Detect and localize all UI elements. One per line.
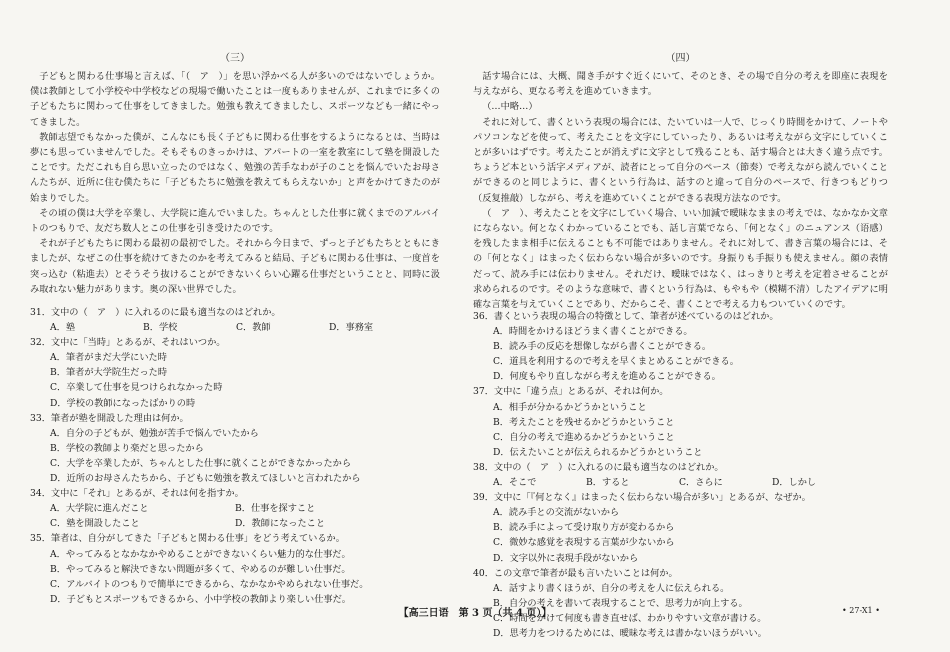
- answer-option: A．やってみるとなかなかやめることができないくらい魅力的な仕事だ。: [50, 548, 351, 560]
- answer-option: B．すると: [586, 477, 630, 489]
- passage-paragraph: それが子どもたちに関わる最初の最初でした。それから今日まで、ずっと子どもたちとともにきましたが、なぜこの仕事を続けてきたのかを考えてみると結局、子どもに関わる仕事は、一度首を突っ込む（粘進去）とそうそう抜けることができないくらい心躍る仕事だということと、同時に汲み取れない魅力があります。奥の深い世界でした。: [30, 238, 440, 295]
- question: [30, 531, 422, 606]
- answer-option: C．卒業して仕事を見つけられなかった時: [50, 382, 223, 394]
- answer-option: C．大学を卒業したが、ちゃんとした仕事に就くことができなかったから: [50, 457, 352, 469]
- question-list-three: [30, 305, 422, 607]
- answer-option: C．自分の考えで進めるかどうかということ: [493, 431, 675, 443]
- answer-option: C．塾を開設したこと: [50, 518, 140, 530]
- answer-option: C．道具を利用するので考えを早くまとめることができる。: [493, 356, 739, 368]
- answer-option: D．学校の教師になったばかりの時: [50, 397, 196, 409]
- question-list-four: [473, 309, 865, 641]
- answer-option: B．読み手の反応を想像しながら書くことができる。: [493, 341, 712, 353]
- question-stem: 31．文中の（ ア ）に入れるのに最も適当なのはどれか。: [30, 307, 281, 318]
- passage-paragraph: それに対して、書くという表現の場合には、たいていは一人で、じっくり時間をかけて、ノートやパソコンなどを使って、考えたことを文字にしていったり、あるいは考えながら文字にしていくことが多いはずです。考えたことが消えずに文字として残ることも、話す場合とは大きく違う点です。ちょうど本という活字メディアが、読者にとって自分のペース（節奏）で考えながら読んでいくことができるのと同じように、書くという行為は、話すのと違って自分のペースで、行きつもどりつ（反复推敲）しながら、考えを進めていくことができる表現方法なのです。: [473, 116, 888, 204]
- section-three: [30, 52, 440, 605]
- question: [473, 490, 865, 565]
- option-row: [30, 501, 422, 516]
- question: [30, 411, 422, 486]
- passage-paragraph: 教師志望でもなかった僕が、こんなにも長く子どもに関わる仕事をするようになるとは、当時は夢にも思っていませんでした。そもそものきっかけは、アパートの一室を教室にして塾を開設したことです。ただこれも自ら思い立ったのではなく、勉強の苦手なわが子のことを悩んでいたお母さんたちが、近所に住む僕たちに「子どもたちに勉強を教えてもらえないか」と声をかけてきたのが始まりでした。: [30, 131, 440, 204]
- passage-four: [473, 69, 888, 312]
- answer-option: D．近所のお母さんたちから、子どもに勉強を教えてほしいと言われたから: [50, 473, 361, 485]
- section-three-title: （三）: [220, 53, 250, 64]
- answer-option: D．事務室: [329, 322, 374, 334]
- answer-option: A．筆者がまだ大学にいた時: [50, 352, 167, 364]
- page-footer: 【高三日语 第 3 页（共 4 页）】: [398, 608, 552, 619]
- question: [473, 460, 865, 490]
- answer-option: A．時間をかけるほどうまく書くことができる。: [493, 326, 693, 338]
- question-stem: 37．文中に「違う点」とあるが、それは何か。: [473, 386, 669, 398]
- answer-option: B．やってみると解決できない問題が多くて、やめるのが難しい仕事だ。: [50, 563, 351, 575]
- answer-option: A．相手が分かるかどうかということ: [493, 401, 647, 413]
- answer-option: D．子どもとスポーツもできるから、小中学校の教師より楽しい仕事だ。: [50, 593, 351, 605]
- passage-three: [30, 69, 440, 297]
- question: [30, 335, 422, 410]
- answer-option: B．学校の教師より楽だと思ったから: [50, 442, 204, 454]
- question: [473, 384, 865, 459]
- answer-option: D．伝えたいことが伝えられるかどうかということ: [493, 446, 703, 458]
- question: [473, 309, 865, 384]
- question-stem: 39．文中に「『何となく』はまったく伝わらない場合が多い」とあるが、なぜか。: [473, 492, 811, 504]
- answer-option: D．何度もやり直しながら考えを進めることができる。: [493, 371, 721, 383]
- answer-option: A．話すより書くほうが、自分の考えを人に伝えられる。: [493, 582, 730, 594]
- question: [30, 305, 422, 335]
- question: [30, 486, 422, 531]
- answer-option: A．読み手との交流がないから: [493, 507, 620, 519]
- answer-option: A．大学院に進んだこと: [50, 503, 149, 515]
- exam-code: • 27-X1 •: [842, 606, 880, 615]
- answer-option: D．文字以外に表現手段がないから: [493, 552, 639, 564]
- option-row: [30, 516, 422, 531]
- question-stem: 38．文中の（ ア ）に入れるのに最も適当なのはどれか。: [473, 461, 724, 473]
- answer-option: D．思考力をつけるためには、曖昧な考えは書かないほうがいい。: [493, 627, 767, 639]
- answer-option: C．アルバイトのつもりで簡単にできるから、なかなかやめられない仕事だ。: [50, 578, 369, 590]
- passage-paragraph: その頃の僕は大学を卒業し、大学院に進んでいました。ちゃんとした仕事に就くまでのアルバイトのつもりで、友だち数人とこの仕事を引き受けたのです。: [30, 207, 440, 235]
- answer-option: B．筆者が大学院生だった時: [50, 367, 168, 379]
- answer-option: A．塾: [50, 322, 76, 334]
- answer-option: C．時間をかけて何度も書き直せば、わかりやすい文章が書ける。: [493, 612, 767, 624]
- passage-paragraph: （ ア ）、考えたことを文字にしていく場合、いい加減で曖昧なままの考えでは、なかなか文章にならない。何となくわかっていることでも、話し言葉でなら、「何となく」のニュアンス（语感）を残したまま相手に伝えることも不可能ではありません。それに対して、書き言葉の場合には、その「何となく」はまったく伝わらない場合が多いのです。身振りも手振りも使えません。顔の表情だって、読み手には伝わりません。それだけ、曖昧ではなく、はっきりと考えを定着させることが求められるのです。そのような意味で、書くという行為は、もやもや（模糊不清）したアイデアに明確な言葉を与えていくことであり、だからこそ、書くことで考える力もついていくのです。: [473, 207, 888, 311]
- answer-option: B．自分の考えを書いて表現することで、思考力が向上する。: [493, 597, 748, 609]
- answer-option: D．しかし: [772, 477, 817, 489]
- question-stem: 32．文中に「当時」とあるが、それはいつか。: [30, 337, 226, 349]
- question-stem: 36．書くという表現の場合の特徴として、筆者が述べているのはどれか。: [473, 311, 779, 322]
- question-stem: 35．筆者は、自分がしてきた「子どもと関わる仕事」をどう考えているか。: [30, 533, 345, 545]
- answer-option: C．微妙な感覚を表現する言葉が少ないから: [493, 537, 675, 549]
- answer-option: B．考えたことを残せるかどうかということ: [493, 416, 675, 428]
- answer-option: A．自分の子どもが、勉強が苦手で悩んでいたから: [50, 427, 259, 439]
- answer-option: B．学校: [143, 322, 178, 334]
- option-row: [473, 475, 865, 490]
- answer-option: A．そこで: [493, 477, 537, 489]
- passage-paragraph: 話す場合には、大概、聞き手がすぐ近くにいて、そのとき、その場で自分の考えを即座に表現を与えながら、更なる考えを進めていきます。: [473, 71, 888, 98]
- section-four-title: （四）: [665, 53, 696, 64]
- answer-option: B．仕事を探すこと: [235, 503, 316, 515]
- answer-option: B．読み手によって受け取り方が変わるから: [493, 522, 675, 534]
- question-stem: 40．この文章で筆者が最も言いたいことは何か。: [473, 567, 678, 579]
- question-stem: 34．文中に「それ」とあるが、それは何を指すか。: [30, 488, 244, 500]
- answer-option: C．教師: [236, 322, 271, 334]
- passage-ellipsis: （…中略…）: [482, 101, 538, 113]
- question-stem: 33．筆者が塾を開設した理由は何か。: [30, 412, 189, 424]
- option-row: [30, 320, 422, 335]
- answer-option: C．さらに: [679, 477, 723, 489]
- answer-option: D．教師になったこと: [235, 518, 326, 530]
- passage-paragraph: 子どもと関わる仕事場と言えば、「（ ア ）」を思い浮かべる人が多いのではないでしょうか。僕は教師として小学校や中学校などの現場で働いたことは一度もありませんが、これまでに多くの子どもたちに関わって仕事をしてきました。勉強も教えてきましたし、スポーツなども一緒にやってきました。: [30, 71, 440, 128]
